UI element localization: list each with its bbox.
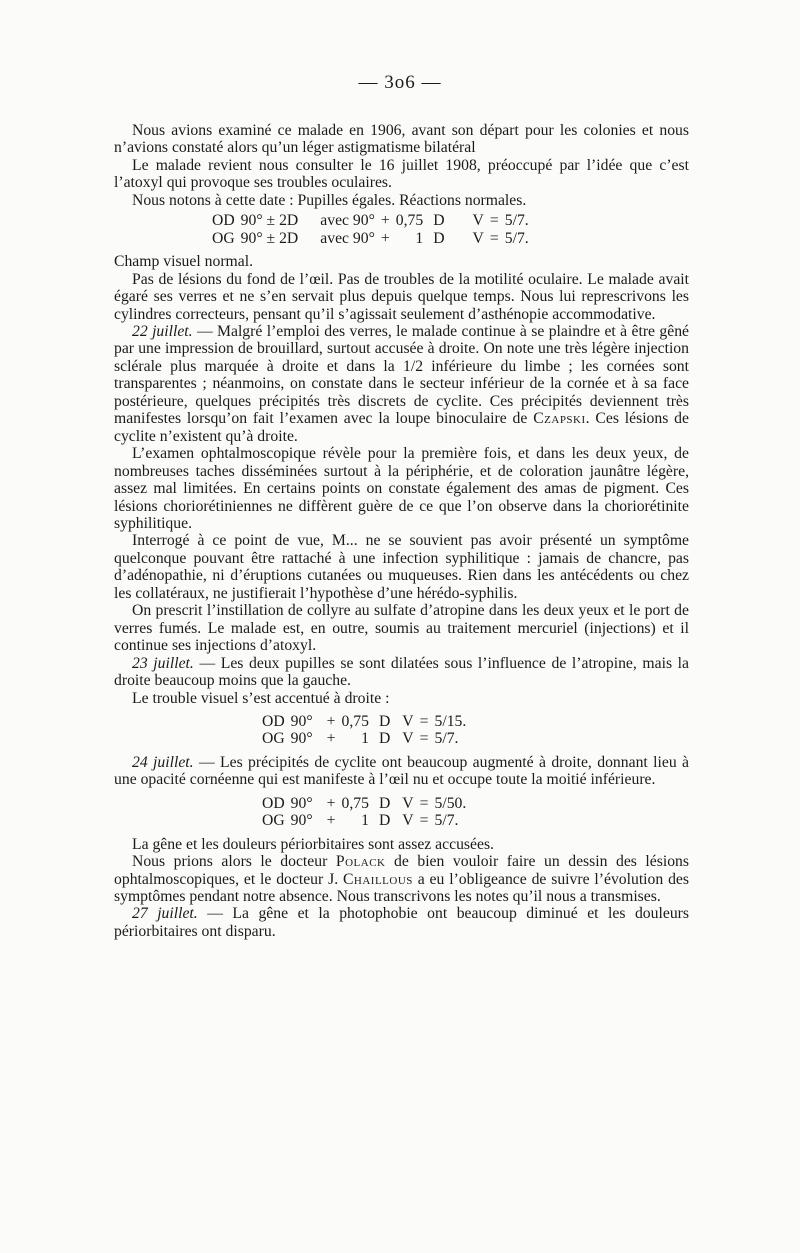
eye: OG: [262, 730, 285, 748]
value: 1: [361, 812, 369, 830]
paragraph-fundus: Pas de lésions du fond de l’œil. Pas de troubles de la motilité oculaire. Le malade avait égaré ses verres et ne s’en servait plus depuis quelque temps. Nous lui represcrivons les cylindres correcteurs, pensant qu’il s’agissait seulement d’asthénopie accommodative.: [114, 270, 689, 323]
unit: D: [378, 712, 391, 730]
v-label: V: [402, 712, 414, 730]
operator: +: [380, 229, 390, 247]
operator: +: [326, 730, 336, 748]
operator: +: [380, 212, 390, 230]
axis: 90°: [290, 794, 313, 812]
eye: OD: [262, 712, 285, 730]
axis: 90° ± 2D: [240, 212, 299, 230]
equals: =: [489, 229, 499, 247]
eye: OG: [212, 229, 235, 247]
unit: D: [378, 812, 391, 830]
acuity: 5/7.: [434, 730, 459, 748]
date-july-23: 23 juillet.: [132, 654, 194, 672]
acuity: 5/7.: [434, 812, 459, 830]
eye: OD: [212, 212, 235, 230]
v-label: V: [472, 212, 484, 230]
v-label: V: [402, 730, 414, 748]
exam-table-1: [212, 212, 535, 247]
exam-1-row-og: [212, 230, 535, 247]
unit: D: [433, 229, 445, 247]
author-name-chaillous: Chaillous: [342, 870, 413, 888]
exam-2-row-og: [262, 730, 472, 747]
exam-table-2: [262, 713, 472, 748]
paragraph-july-22: 22 juillet. — Malgré l’emploi des verres, le malade continue à se plaindre et à être gêné par une impression de brouillard, surtout accusée à droite. On note une très légère injection sclérale plus marquée à droite et dans la 1/2 inférieure du limbe ; les cornées sont transparentes ; néanmoins, on constate dans le secteur inférieur de la cornée et à sa face postérieure, quelques précipités très discrets de cyclite. Ces précipités deviennent très manifestes lorsqu’on fait l’examen avec la loupe binoculaire de Czapski. Ces lésions de cyclite n’existent qu’à droite.: [114, 322, 689, 445]
paragraph-intro-1: Nous avions examiné ce malade en 1906, avant son départ pour les colonies et nous n’avions constaté alors qu’un léger astigmatisme bilatéral: [114, 122, 689, 157]
operator: +: [326, 812, 336, 830]
body-text: [114, 122, 689, 940]
v-label: V: [472, 229, 484, 247]
value: 1: [361, 730, 369, 748]
paragraph-prescription: On prescrit l’instillation de collyre au sulfate d’atropine dans les deux yeux et le port de verres fumés. Le malade est, en outre, soumis au traitement mercuriel (injections) et il continue ses injections d’atoxyl.: [114, 602, 689, 655]
operator: +: [326, 712, 336, 730]
axis: 90°: [290, 712, 313, 730]
axis: 90°: [290, 730, 313, 748]
unit: D: [378, 794, 391, 812]
page-number: — 3o6 —: [358, 72, 442, 93]
eye: OG: [262, 812, 285, 830]
equals: =: [489, 212, 499, 230]
acuity: 5/15.: [434, 712, 467, 730]
unit: D: [433, 212, 445, 230]
acuity: 5/7.: [504, 212, 529, 230]
value: 0,75: [341, 712, 369, 730]
paragraph-july-23: 23 juillet. — Les deux pupilles se sont dilatées sous l’influence de l’atropine, mais la droite beaucoup moins que la gauche.: [114, 654, 689, 690]
paragraph-visual-trouble: Le trouble visuel s’est accentué à droite :: [132, 689, 390, 707]
paragraph-july-27: 27 juillet. — La gêne et la photophobie ont beaucoup diminué et les douleurs périorbitaires ont disparu.: [114, 905, 689, 940]
date-july-24: 24 juillet.: [132, 753, 194, 771]
unit: D: [378, 730, 391, 748]
v-label: V: [402, 812, 414, 830]
value: 1: [415, 229, 424, 247]
axis: 90°: [290, 812, 313, 830]
exam-3-row-od: [262, 795, 472, 812]
exam-table-3: [262, 795, 472, 830]
axis: 90° ± 2D: [240, 229, 299, 247]
paragraph-ophthalmoscopy: L’examen ophtalmoscopique révèle pour la première fois, et dans les deux yeux, de nombreuses taches disséminées surtout à la périphérie, et de coloration jaunâtre légère, assez mal limitées. En certains points on constate également des amas de pigment. Ces lésions choriorétiniennes ne diffèrent guère de ce que l’on observe dans la choriorétinite syphilitique.: [114, 445, 689, 532]
paragraph-discomfort: La gêne et les douleurs périorbitaires sont assez accusées.: [132, 835, 494, 853]
exam-1-row-od: [212, 212, 535, 229]
acuity: 5/50.: [434, 794, 467, 812]
equals: =: [419, 712, 429, 730]
exam-3-row-og: [262, 812, 472, 829]
value: 0,75: [395, 212, 424, 230]
operator: +: [326, 794, 336, 812]
equals: =: [419, 794, 429, 812]
paragraph-july-24: 24 juillet. — Les précipités de cyclite ont beaucoup augmenté à droite, donnant lieu à une opacité cornéenne qui est manifeste à l’œil nu et occupe toute la moitié inférieure.: [114, 753, 689, 789]
paragraph-doctors: Nous prions alors le docteur Polack de bien vouloir faire un dessin des lésions ophtalmoscopiques, et le docteur J. Chaillous a eu l’obligeance de suivre l’évolution des symptômes pendant notre absence. Nous transcrivons les notes qu’il nous a transmises.: [114, 853, 689, 906]
with: avec 90°: [320, 212, 375, 230]
value: 0,75: [341, 794, 369, 812]
paragraph-interrogation: Interrogé à ce point de vue, M... ne se souvient pas avoir présenté un symptôme quelconque pouvant être rattaché à une infection syphilitique : jamais de chancre, pas d’adénopathie, ni d’éruptions cutanées ou muqueuses. Rien dans les antécédents ou chez les collatéraux, ne justifierait l’hypothèse d’une hérédo-syphilis.: [114, 532, 689, 602]
author-name-polack: Polack: [335, 853, 386, 871]
acuity: 5/7.: [504, 229, 529, 247]
paragraph-field: Champ visuel normal.: [114, 253, 253, 271]
paragraph-intro-2: Le malade revient nous consulter le 16 juillet 1908, préoccupé par l’idée que c’est l’atoxyl qui provoque ses troubles oculaires.: [114, 156, 689, 192]
date-july-22: 22 juillet.: [132, 322, 193, 340]
v-label: V: [402, 794, 414, 812]
with: avec 90°: [320, 229, 375, 247]
equals: =: [419, 730, 429, 748]
exam-2-row-od: [262, 713, 472, 730]
eye: OD: [262, 794, 285, 812]
author-name-czapski: Czapski: [533, 410, 586, 428]
paragraph-intro-3: Nous notons à cette date : Pupilles égales. Réactions normales.: [132, 191, 527, 209]
date-july-27: 27 juillet.: [132, 905, 198, 923]
equals: =: [419, 812, 429, 830]
